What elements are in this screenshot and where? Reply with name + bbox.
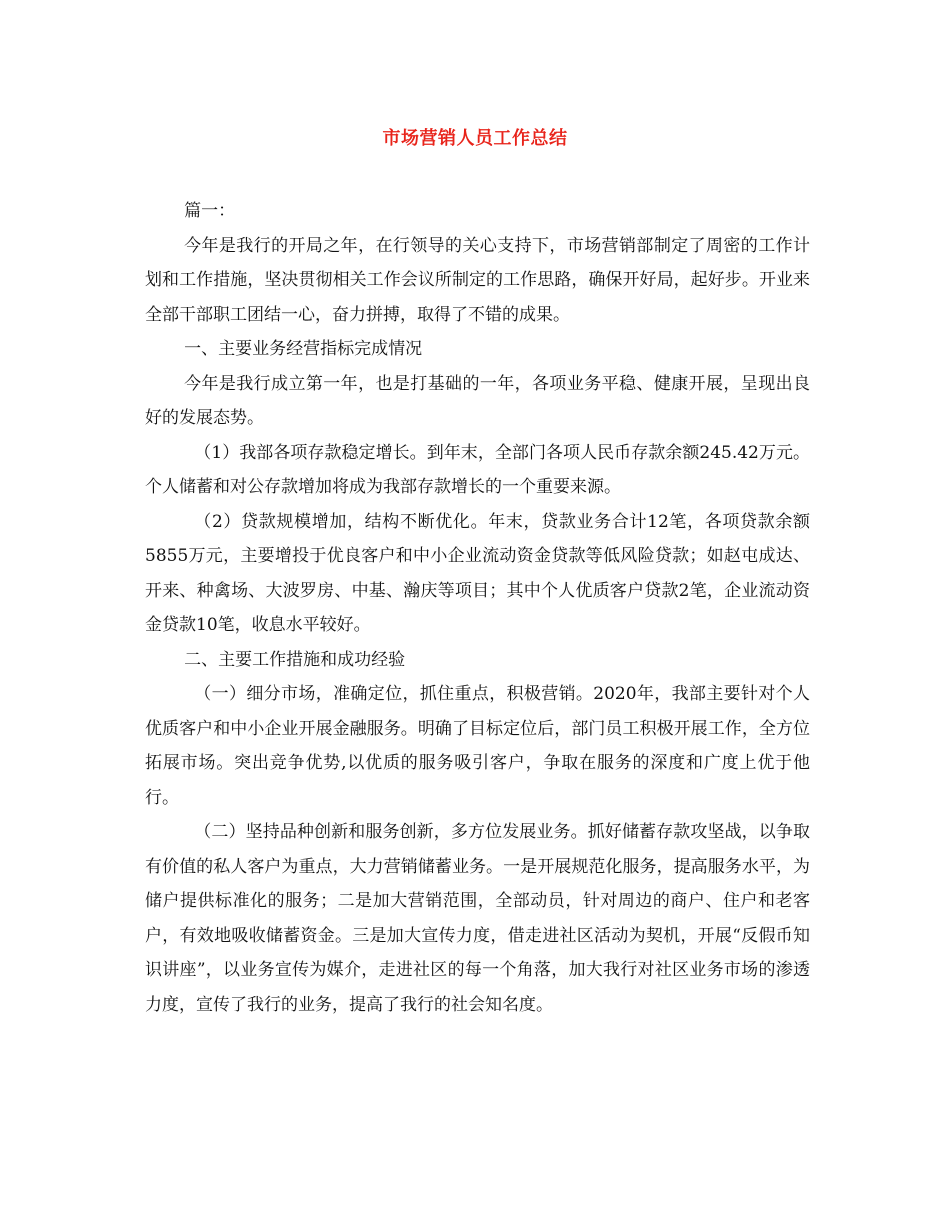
market-segmentation-paragraph: （一）细分市场，准确定位，抓住重点，积极营销。2020年，我部主要针对个人优质客户和中小企业开展金融服务。明确了目标定位后，部门员工积极开展工作，全方位拓展市场。突出竞争优势,以优质的服务吸引客户，争取在服务的深度和广度上优于他行。 bbox=[145, 684, 810, 808]
loans-paragraph: （2）贷款规模增加，结构不断优化。年末，贷款业务合计12笔，各项贷款余额5855万元，主要增投于优良客户和中小企业流动资金贷款等低风险贷款；如赵屯成达、开来、种禽场、大波罗房、中基、瀚庆等项目；其中个人优质客户贷款2笔，企业流动资金贷款10笔，收息水平较好。 bbox=[145, 511, 810, 635]
intro-paragraph: 今年是我行的开局之年，在行领导的关心支持下，市场营销部制定了周密的工作计划和工作措施，坚决贯彻相关工作会议所制定的工作思路，确保开好局，起好步。开业来全部干部职工团结一心，奋力拼搏，取得了不错的成果。 bbox=[145, 235, 810, 325]
heading-business-indicators: 一、主要业务经营指标完成情况 bbox=[184, 339, 423, 359]
document-title: 市场营销人员工作总结 bbox=[382, 128, 568, 149]
section-label-part-one: 篇一： bbox=[184, 201, 236, 221]
deposits-paragraph: （1）我部各项存款稳定增长。到年末，全部门各项人民币存款余额245.42万元。个人储蓄和对公存款增加将成为我部存款增长的一个重要来源。 bbox=[145, 442, 810, 497]
heading-work-measures: 二、主要工作措施和成功经验 bbox=[184, 649, 406, 670]
document-body bbox=[145, 194, 810, 1022]
innovation-paragraph: （二）坚持品种创新和服务创新，多方位发展业务。抓好储蓄存款攻坚战，以争取有价值的私人客户为重点，大力营销储蓄业务。一是开展规范化服务，提高服务水平，为储户提供标准化的服务；二是加大营销范围，全部动员，针对周边的商户、住户和老客户，有效地吸收储蓄资金。三是加大宣传力度，借走进社区活动为契机，开展“反假币知识讲座”，以业务宣传为媒介，走进社区的每一个角落，加大我行对社区业务市场的渗透力度，宣传了我行的业务，提高了我行的社会知名度。 bbox=[145, 822, 810, 1015]
overview-paragraph: 今年是我行成立第一年，也是打基础的一年，各项业务平稳、健康开展，呈现出良好的发展态势。 bbox=[145, 373, 810, 428]
